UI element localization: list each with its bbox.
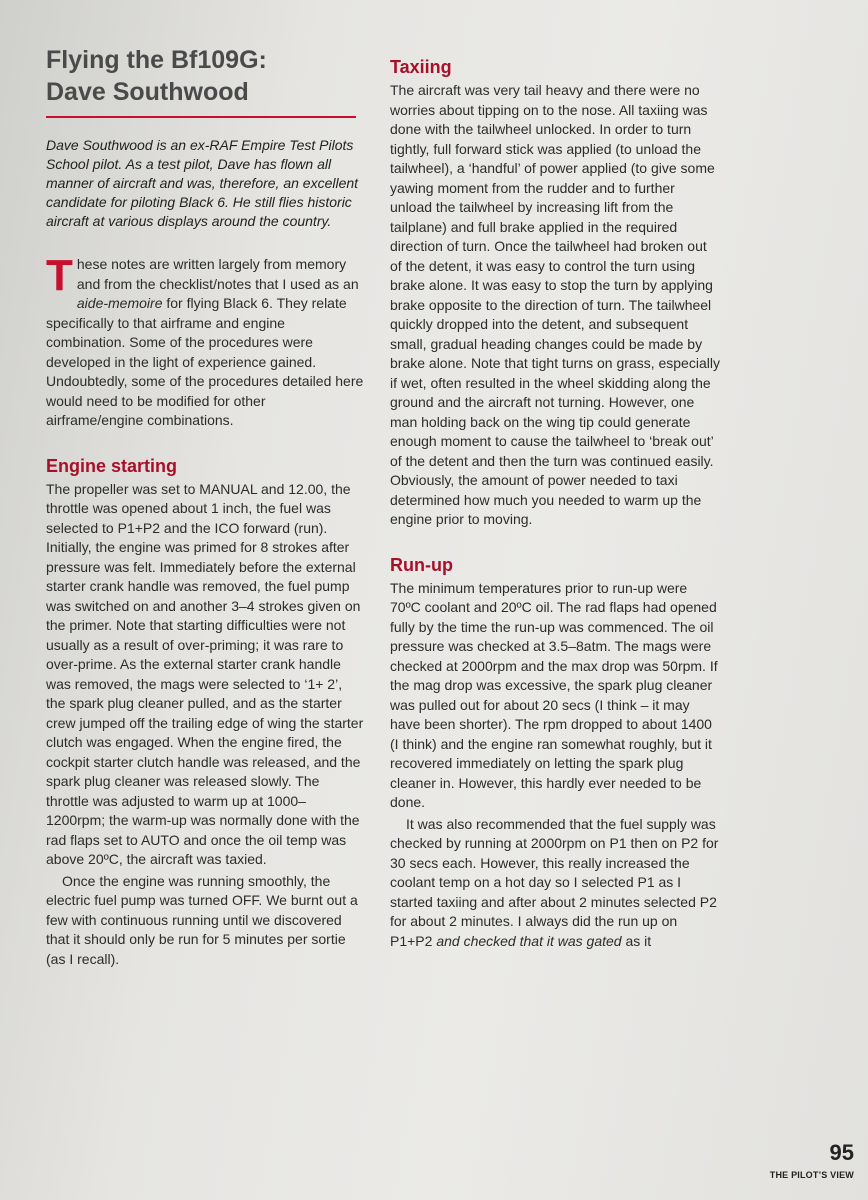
drop-cap: T: [46, 251, 73, 300]
run-up-paragraph-2: [390, 815, 720, 952]
engine-starting-paragraph-2: Once the engine was running smoothly, the electric fuel pump was turned OFF. We burnt out a few with continuous running until we discovered that it should only be run for 5 minutes per sortie (as I recall).: [46, 872, 358, 967]
run-up-text-a: It was also recommended that the fuel supply was checked by running at 2000rpm on P1 then on P2 for 30 secs each. However, this really increased the coolant temp on a hot day so I selected P1 as I started taxiing and after about 2 minutes selected P2 for about 2 minutes. I always did the run up on P1+P2: [390, 815, 719, 949]
run-up-italic: and checked that it was gated: [436, 932, 622, 949]
opening-text-b: for flying Black 6. They relate specifically to that airframe and engine combination. Some of the procedures were developed in the light of experience gained. Undoubtedly, some of the procedures detailed here would need to be modified for other airframe/engine combinations.: [46, 295, 364, 428]
opening-italic: aide-memoire: [76, 295, 163, 311]
engine-starting-paragraph-1: The propeller was set to MANUAL and 12.00, the throttle was opened about 1 inch, the fuel was selected to P1+P2 and the ICO forward (run). Initially, the engine was primed for 8 strokes after pressure was felt. Immediately before the external starter crank handle was removed, the fuel pump was switched on and another 3–4 strokes given on the primer. Note that starting difficulties were not usually as a result of over-priming; it was rare to over-prime. As the external starter crank handle was removed, the mags were selected to ‘1+ 2’, the spark plug cleaner pulled, and as the starter crew jumped off the trailing edge of wing the starter clutch was engaged. When the engine fired, the cockpit starter clutch handle was released, and the spark plug cleaner was released slowly. The throttle was adjusted to warm up at 1000–1200rpm; the warm-up was normally done with the rad flaps set to AUTO and once the oil temp was above 20ºC, the aircraft was taxied.: [46, 480, 364, 867]
right-column: [390, 56, 720, 951]
heading-taxiing: Taxiing: [390, 57, 452, 77]
heading-engine-starting: Engine starting: [46, 455, 178, 476]
title-line-2: Dave Southwood: [46, 78, 249, 106]
left-column: [46, 44, 364, 969]
title-line-1: Flying the Bf109G:: [46, 46, 267, 74]
opening-text-a: hese notes are written largely from memory and from the checklist/notes that I used as an: [76, 256, 359, 292]
page-number: 95: [829, 1140, 854, 1165]
taxiing-paragraph: The aircraft was very tail heavy and there were no worries about tipping on to the nose. All taxiing was done with the tailwheel unlocked. In order to turn tightly, full forward stick was applied (to unload the tailwheel), a ‘handful’ of power applied (to give some yawing moment from the rudder and to further unload the tailwheel by increasing lift from the tailplane) and full brake applied in the required direction of turn. Once the tailwheel had broken out of the detent, it was easy to control the turn using brake alone. It was easy to stop the turn by applying brake opposite to the direction of turn. The tailwheel quickly dropped into the detent, and subsequent small, gradual heading changes could be made by brake alone. Note that tight turns on grass, especially if wet, often resulted in the wheel skidding along the ground and the aircraft not turning. However, one man holding back on the wing tip could generate enough moment to cause the tailwheel to ‘break out’ of the detent and then the turn was continued easily. Obviously, the amount of power needed to taxi determined how much you needed to warm up the engine prior to moving.: [390, 82, 720, 527]
title-underline: [46, 116, 356, 118]
section-label: THE PILOT’S VIEW: [769, 1170, 854, 1180]
run-up-paragraph-1: The minimum temperatures prior to run-up were 70ºC coolant and 20ºC oil. The rad flaps had opened fully by the time the run-up was commenced. The oil pressure was checked at 3.5–8atm. The mags were checked at 2000rpm and the max drop was 50rpm. If the mag drop was excessive, the spark plug cleaner was pulled out for about 20 secs (I think – it may have been shorter). The rpm dropped to about 1400 (I think) and the engine ran somewhat roughly, but it recovered immediately on letting the spark plug cleaner in. However, this hardly ever needed to be done.: [390, 579, 718, 810]
run-up-text-b: as it: [621, 932, 652, 949]
heading-run-up: Run-up: [390, 554, 453, 575]
intro-paragraph: Dave Southwood is an ex-RAF Empire Test Pilots School pilot. As a test pilot, Dave has flown all manner of aircraft and was, therefore, an excellent candidate for piloting Black 6. He still flies historic aircraft at various displays around the country.: [46, 137, 359, 229]
opening-paragraph: [46, 251, 364, 431]
article-title: [46, 44, 364, 108]
